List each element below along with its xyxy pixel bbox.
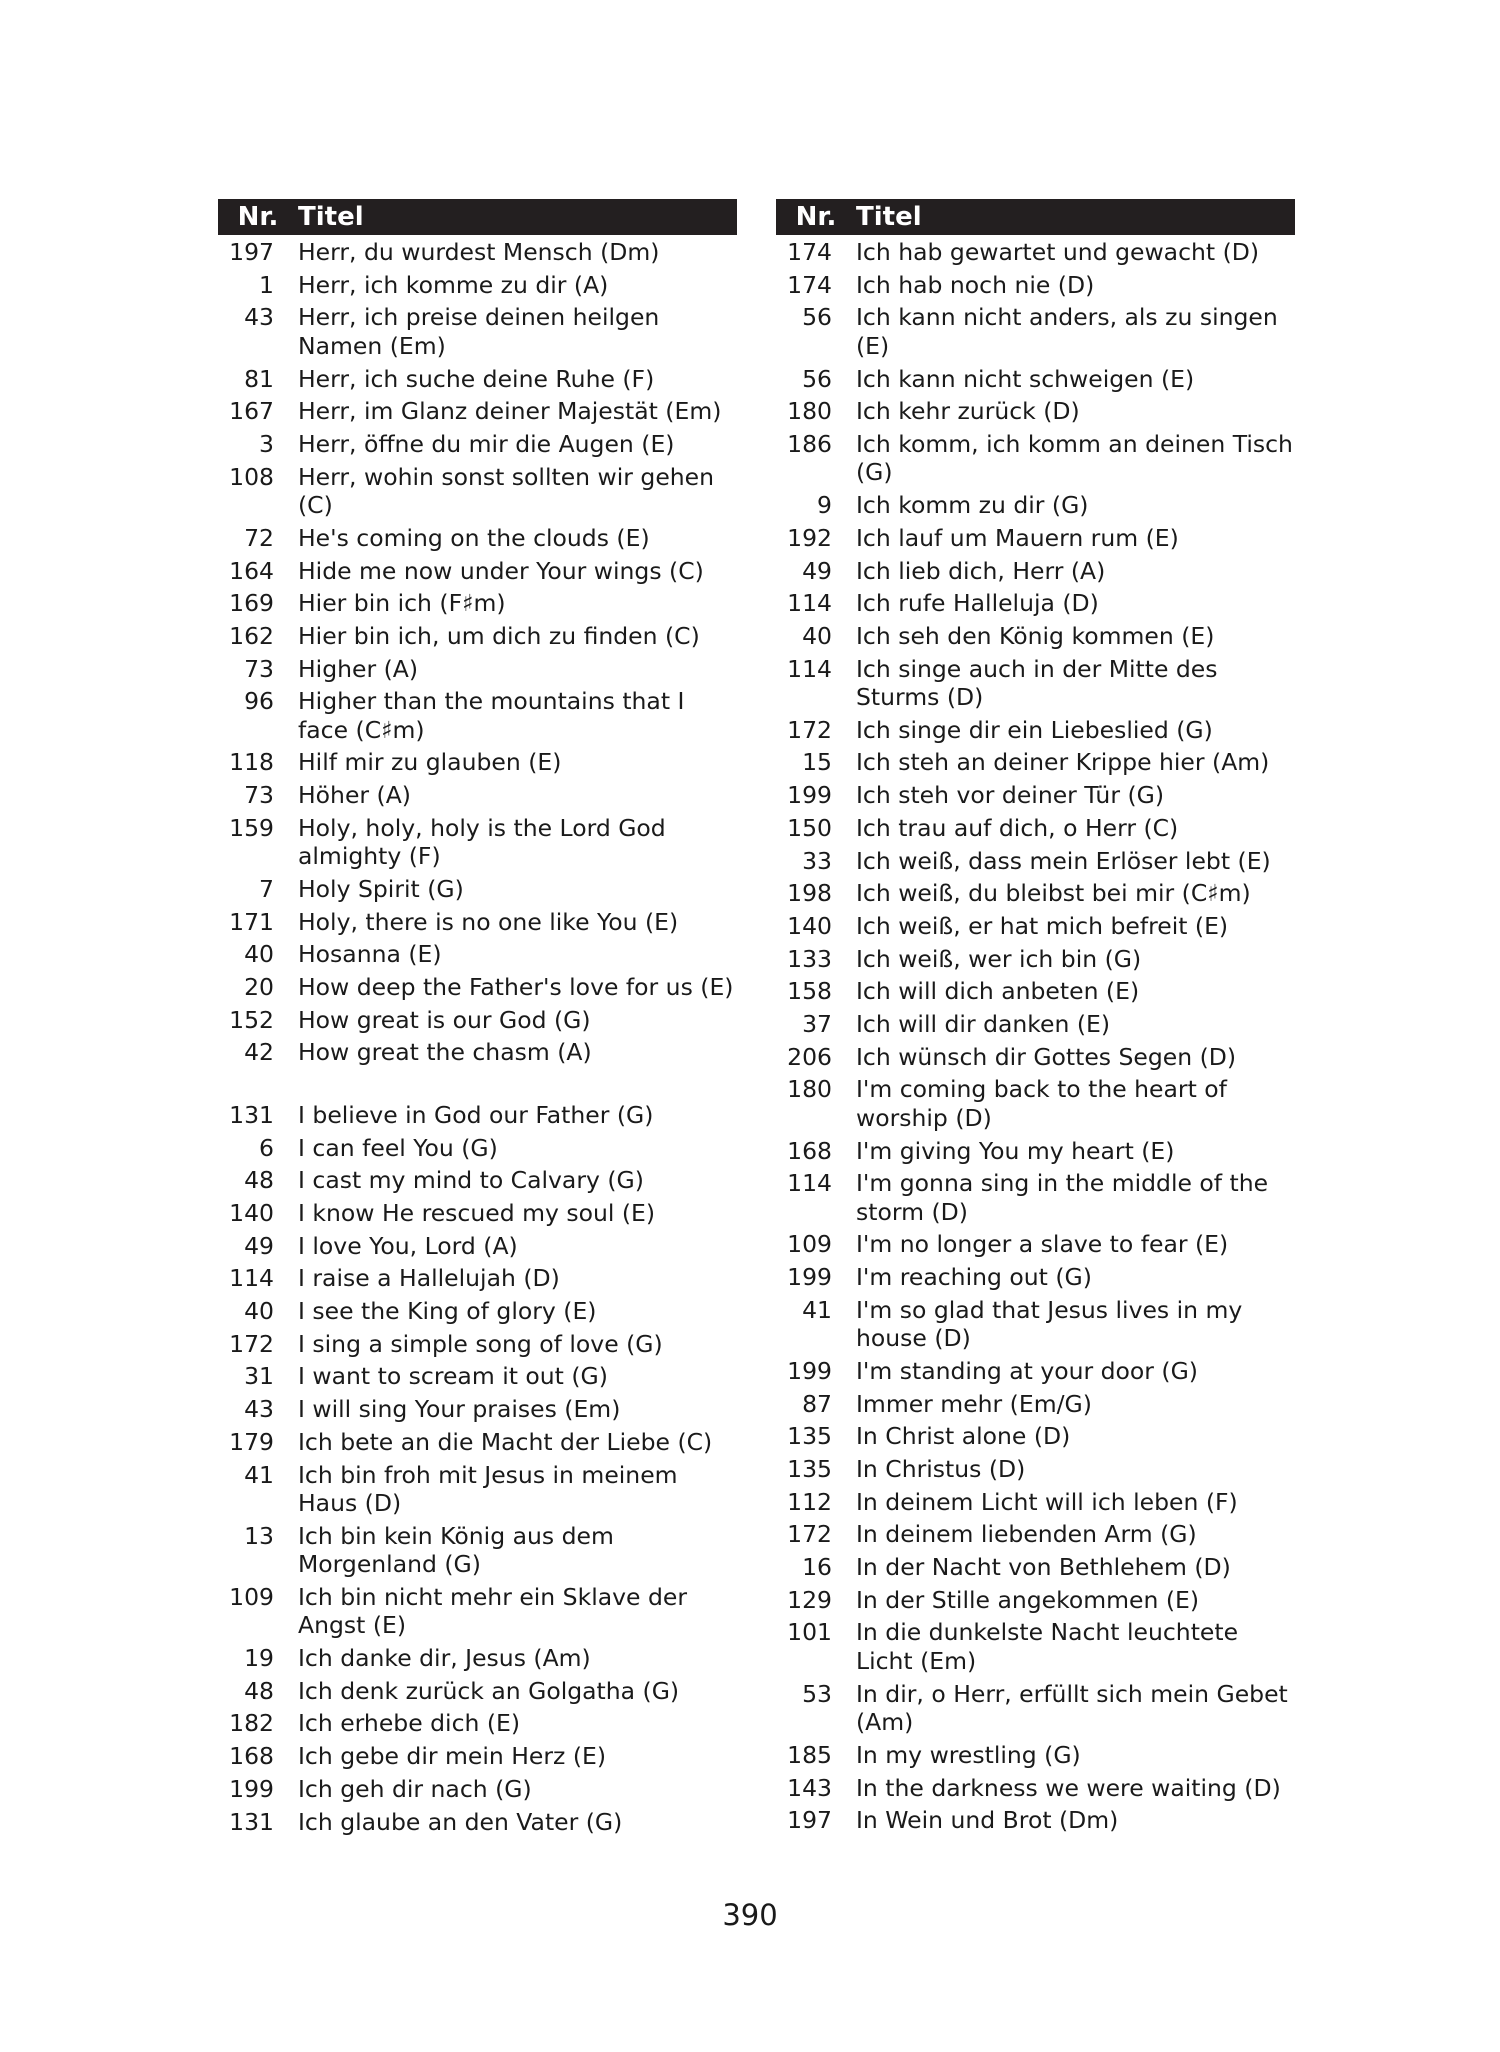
entry-title: I'm giving You my heart (E) <box>856 1136 1175 1165</box>
index-entry <box>218 1166 737 1195</box>
entry-title: In die dunkelste Nacht leuchtete Licht (Em) <box>856 1618 1239 1675</box>
entry-number: 48 <box>244 1676 274 1705</box>
index-entry <box>776 1680 1295 1737</box>
entry-number: 172 <box>229 1329 274 1358</box>
entry-number: 152 <box>229 1005 274 1034</box>
entry-title: Ich hab gewartet und gewacht (D) <box>856 238 1260 266</box>
entry-title: Ich kann nicht anders, als zu singen (E) <box>856 303 1278 360</box>
song-list-left <box>218 235 737 1836</box>
entry-title: I love You, Lord (A) <box>298 1231 518 1260</box>
index-entry <box>218 1006 737 1035</box>
entry-number: 179 <box>229 1427 274 1456</box>
entry-number: 168 <box>787 1136 832 1165</box>
entry-title: Ich will dich anbeten (E) <box>856 977 1140 1006</box>
entry-number: 37 <box>802 1009 832 1038</box>
entry-number: 131 <box>229 1100 274 1129</box>
entry-title: Ich kann nicht schweigen (E) <box>856 364 1195 393</box>
index-entry <box>218 1461 737 1518</box>
index-entry <box>218 1330 737 1359</box>
index-entry <box>218 365 737 394</box>
entry-title: Ich bin nicht mehr ein Sklave der Angst (E) <box>298 1582 688 1640</box>
entry-title: Ich singe dir ein Liebeslied (G) <box>856 715 1213 744</box>
entry-title: Hilf mir zu glauben (E) <box>298 748 562 777</box>
entry-number: 96 <box>244 687 274 716</box>
entry-title: I believe in God our Father (G) <box>298 1100 654 1129</box>
entry-title: Herr, öffne du mir die Augen (E) <box>298 429 675 458</box>
index-entry <box>776 977 1295 1006</box>
entry-title: Ich will dir danken (E) <box>856 1009 1111 1038</box>
entry-title: Ich lieb dich, Herr (A) <box>856 556 1106 585</box>
index-entry <box>776 1586 1295 1615</box>
entry-title: Ich trau auf dich, o Herr (C) <box>856 813 1179 842</box>
index-entry <box>776 1010 1295 1039</box>
entry-title: In Wein und Brot (Dm) <box>856 1806 1119 1835</box>
entry-number: 40 <box>244 940 274 969</box>
entry-title: Immer mehr (Em/G) <box>856 1389 1092 1418</box>
entry-number: 199 <box>787 781 832 810</box>
index-entry <box>776 397 1295 426</box>
entry-title: Ich danke dir, Jesus (Am) <box>298 1644 591 1673</box>
index-entry <box>776 1488 1295 1517</box>
index-entry <box>776 238 1295 267</box>
entry-number: 172 <box>787 1520 832 1549</box>
entry-number: 206 <box>787 1042 832 1071</box>
entry-number: 114 <box>787 589 832 618</box>
entry-number: 19 <box>244 1644 274 1673</box>
index-entry <box>218 814 737 871</box>
index-entry <box>776 1137 1295 1166</box>
index-entry <box>776 1169 1295 1226</box>
entry-title: I'm so glad that Jesus lives in my house (D) <box>856 1295 1243 1353</box>
entry-title: Ich komm zu dir (G) <box>856 491 1089 520</box>
entry-number: 133 <box>787 944 832 973</box>
index-entry <box>218 1134 737 1163</box>
column-header <box>776 199 1295 235</box>
index-entry <box>776 847 1295 876</box>
entry-title: Higher (A) <box>298 654 419 683</box>
entry-title: I want to scream it out (G) <box>298 1362 608 1391</box>
entry-title: Holy, there is no one like You (E) <box>298 907 679 936</box>
entry-number: 16 <box>802 1553 832 1582</box>
index-entry <box>776 1357 1295 1386</box>
index-entry <box>776 1075 1295 1132</box>
index-entry <box>218 1232 737 1261</box>
entry-title: In Christus (D) <box>856 1455 1026 1483</box>
entry-title: Herr, ich suche deine Ruhe (F) <box>298 364 655 393</box>
entry-title: Hosanna (E) <box>298 940 442 969</box>
entry-number: 143 <box>787 1773 832 1802</box>
entry-title: Ich steh an deiner Krippe hier (Am) <box>856 748 1270 777</box>
entry-number: 73 <box>244 654 274 683</box>
index-entry <box>218 1583 737 1640</box>
entry-title: Hier bin ich, um dich zu finden (C) <box>298 621 700 650</box>
entry-number: 48 <box>244 1166 274 1195</box>
entry-title: Herr, ich preise deinen heilgen Namen (Em) <box>298 303 660 360</box>
entry-number: 9 <box>817 491 832 520</box>
index-entry <box>776 1553 1295 1582</box>
index-entry <box>776 430 1295 487</box>
entry-title: Ich geh dir nach (G) <box>298 1774 532 1803</box>
entry-title: I sing a simple song of love (G) <box>298 1329 663 1358</box>
index-entry <box>776 1806 1295 1835</box>
entry-title: Ich singe auch in der Mitte des Sturms (D) <box>856 654 1218 712</box>
index-entry <box>218 908 737 937</box>
index-entry <box>776 589 1295 618</box>
index-entry <box>218 875 737 904</box>
entry-title: I'm reaching out (G) <box>856 1263 1092 1292</box>
entry-number: 131 <box>229 1807 274 1836</box>
entry-number: 33 <box>802 846 832 875</box>
entry-title: Ich bin froh mit Jesus in meinem Haus (D) <box>298 1460 678 1517</box>
entry-number: 41 <box>244 1460 274 1489</box>
index-entry <box>218 655 737 684</box>
index-entry <box>776 271 1295 300</box>
index-entry <box>218 430 737 459</box>
index-entry <box>776 716 1295 745</box>
entry-number: 31 <box>244 1362 274 1391</box>
index-column-left <box>218 199 737 1840</box>
index-entry <box>776 1390 1295 1419</box>
entry-number: 135 <box>787 1455 832 1483</box>
entry-number: 109 <box>229 1582 274 1611</box>
entry-title: I cast my mind to Calvary (G) <box>298 1166 644 1195</box>
index-column-right <box>776 199 1295 1839</box>
index-entry <box>776 879 1295 908</box>
column-header <box>218 199 737 235</box>
index-entry <box>218 1644 737 1673</box>
entry-number: 192 <box>787 523 832 552</box>
entry-number: 171 <box>229 907 274 936</box>
entry-title: Higher than the mountains that I face (C♯m) <box>298 687 685 744</box>
entry-title: In der Stille angekommen (E) <box>856 1585 1200 1614</box>
entry-number: 3 <box>259 429 274 458</box>
entry-title: Ich bin kein König aus dem Morgenland (G) <box>298 1521 614 1579</box>
entry-title: I see the King of glory (E) <box>298 1297 597 1326</box>
entry-title: Holy Spirit (G) <box>298 875 464 903</box>
entry-number: 49 <box>802 556 832 585</box>
entry-title: Ich erhebe dich (E) <box>298 1709 521 1738</box>
entry-title: He's coming on the clouds (E) <box>298 523 650 552</box>
entry-number: 15 <box>802 748 832 777</box>
entry-number: 167 <box>229 397 274 426</box>
index-entry <box>218 1808 737 1837</box>
index-entry <box>218 463 737 520</box>
entry-number: 199 <box>787 1263 832 1292</box>
index-entry <box>218 622 737 651</box>
entry-number: 158 <box>787 977 832 1006</box>
index-entry <box>218 1395 737 1424</box>
entry-number: 169 <box>229 589 274 618</box>
header-nr: Nr. <box>795 202 837 232</box>
index-entry <box>776 491 1295 520</box>
entry-number: 114 <box>787 654 832 683</box>
entry-title: Ich seh den König kommen (E) <box>856 621 1215 650</box>
entry-number: 198 <box>787 879 832 908</box>
entry-title: Ich weiß, du bleibst bei mir (C♯m) <box>856 879 1251 908</box>
entry-title: Ich weiß, wer ich bin (G) <box>856 944 1142 973</box>
entry-number: 43 <box>244 303 274 332</box>
entry-title: In Christ alone (D) <box>856 1422 1071 1451</box>
index-entry <box>218 303 737 360</box>
entry-title: I will sing Your praises (Em) <box>298 1395 621 1424</box>
index-entry <box>218 1264 737 1293</box>
index-entry <box>776 1296 1295 1353</box>
entry-number: 197 <box>787 1806 832 1835</box>
entry-title: I know He rescued my soul (E) <box>298 1199 656 1227</box>
entry-title: Herr, im Glanz deiner Majestät (Em) <box>298 397 722 426</box>
entry-title: Ich weiß, dass mein Erlöser lebt (E) <box>856 846 1271 875</box>
index-entry <box>218 1742 737 1771</box>
entry-title: Ich bete an die Macht der Liebe (C) <box>298 1427 713 1456</box>
entry-number: 172 <box>787 715 832 744</box>
entry-number: 73 <box>244 781 274 810</box>
entry-number: 168 <box>229 1742 274 1771</box>
index-entry <box>776 1520 1295 1549</box>
entry-number: 40 <box>244 1297 274 1326</box>
entry-number: 13 <box>244 1521 274 1550</box>
entry-title: I'm gonna sing in the middle of the storm (D) <box>856 1169 1269 1226</box>
entry-title: Ich glaube an den Vater (G) <box>298 1807 623 1836</box>
entry-title: Ich rufe Halleluja (D) <box>856 589 1099 618</box>
entry-number: 72 <box>244 523 274 552</box>
entry-title: Herr, du wurdest Mensch (Dm) <box>298 238 660 266</box>
entry-number: 185 <box>787 1740 832 1769</box>
entry-number: 159 <box>229 813 274 842</box>
entry-title: I'm coming back to the heart of worship (D) <box>856 1075 1227 1132</box>
entry-title: Ich wünsch dir Gottes Segen (D) <box>856 1042 1237 1071</box>
index-entry <box>776 557 1295 586</box>
entry-title: How great is our God (G) <box>298 1005 591 1034</box>
entry-title: Ich weiß, er hat mich befreit (E) <box>856 911 1229 940</box>
index-entry <box>218 271 737 300</box>
header-title: Titel <box>298 202 364 232</box>
index-entry <box>776 524 1295 553</box>
index-entry <box>776 303 1295 360</box>
entry-number: 182 <box>229 1709 274 1738</box>
index-entry <box>776 945 1295 974</box>
entry-number: 109 <box>787 1230 832 1259</box>
index-entry <box>218 397 737 426</box>
index-entry <box>218 1038 737 1067</box>
entry-number: 20 <box>244 973 274 1002</box>
entry-number: 186 <box>787 429 832 458</box>
entry-number: 180 <box>787 1075 832 1104</box>
index-entry <box>218 1297 737 1326</box>
index-entry <box>218 557 737 586</box>
entry-title: In deinem liebenden Arm (G) <box>856 1520 1197 1549</box>
song-list-right <box>776 235 1295 1835</box>
index-entry <box>776 748 1295 777</box>
entry-number: 162 <box>229 621 274 650</box>
entry-number: 174 <box>787 270 832 299</box>
entry-number: 199 <box>787 1356 832 1385</box>
entry-number: 108 <box>229 462 274 491</box>
entry-number: 7 <box>259 875 274 903</box>
entry-number: 197 <box>229 238 274 266</box>
index-entry <box>776 912 1295 941</box>
index-entry <box>776 1774 1295 1803</box>
index-entry <box>218 524 737 553</box>
entry-title: Ich gebe dir mein Herz (E) <box>298 1742 607 1771</box>
entry-title: Ich denk zurück an Golgatha (G) <box>298 1676 680 1705</box>
header-nr: Nr. <box>237 202 279 232</box>
index-entry <box>218 1362 737 1391</box>
entry-number: 1 <box>259 270 274 299</box>
entry-title: Ich lauf um Mauern rum (E) <box>856 523 1179 552</box>
entry-number: 40 <box>802 621 832 650</box>
index-entry <box>218 1199 737 1228</box>
index-entry <box>218 1775 737 1804</box>
entry-number: 114 <box>229 1264 274 1293</box>
index-entry <box>776 1741 1295 1770</box>
entry-title: Höher (A) <box>298 781 411 810</box>
index-entry <box>776 622 1295 651</box>
index-entry <box>776 655 1295 712</box>
entry-number: 56 <box>802 303 832 332</box>
entry-title: Holy, holy, holy is the Lord God almighty (F) <box>298 813 666 871</box>
entry-number: 41 <box>802 1295 832 1324</box>
index-entry <box>776 781 1295 810</box>
entry-number: 164 <box>229 556 274 585</box>
index-entry <box>776 1455 1295 1484</box>
entry-title: I'm standing at your door (G) <box>856 1356 1198 1385</box>
entry-title: I raise a Hallelujah (D) <box>298 1264 560 1293</box>
index-entry <box>776 1263 1295 1292</box>
entry-title: In der Nacht von Bethlehem (D) <box>856 1553 1231 1582</box>
entry-number: 42 <box>244 1038 274 1067</box>
entry-number: 6 <box>259 1133 274 1162</box>
index-entry <box>776 1043 1295 1072</box>
entry-title: I can feel You (G) <box>298 1133 498 1162</box>
entry-number: 101 <box>787 1618 832 1647</box>
entry-title: In the darkness we were waiting (D) <box>856 1773 1281 1802</box>
entry-number: 140 <box>229 1199 274 1227</box>
index-entry <box>218 589 737 618</box>
entry-number: 140 <box>787 911 832 940</box>
entry-title: In deinem Licht will ich leben (F) <box>856 1487 1238 1516</box>
entry-number: 81 <box>244 364 274 393</box>
entry-number: 56 <box>802 364 832 393</box>
entry-number: 53 <box>802 1679 832 1708</box>
entry-title: How deep the Father's love for us (E) <box>298 973 734 1002</box>
entry-number: 129 <box>787 1585 832 1614</box>
entry-title: Herr, wohin sonst sollten wir gehen (C) <box>298 462 715 520</box>
index-entry <box>776 1422 1295 1451</box>
entry-number: 118 <box>229 748 274 777</box>
entry-title: Ich komm, ich komm an deinen Tisch (G) <box>856 429 1293 487</box>
entry-title: In my wrestling (G) <box>856 1740 1081 1769</box>
entry-number: 199 <box>229 1774 274 1803</box>
entry-title: Ich kehr zurück (D) <box>856 397 1080 426</box>
index-entry <box>218 748 737 777</box>
entry-title: I'm no longer a slave to fear (E) <box>856 1230 1229 1259</box>
entry-number: 43 <box>244 1395 274 1424</box>
entry-title: Herr, ich komme zu dir (A) <box>298 270 609 299</box>
index-entry <box>218 687 737 744</box>
index-entry <box>218 1522 737 1579</box>
index-entry <box>218 1101 737 1130</box>
entry-number: 180 <box>787 397 832 426</box>
entry-title: Ich steh vor deiner Tür (G) <box>856 781 1165 810</box>
entry-number: 135 <box>787 1422 832 1451</box>
entry-number: 49 <box>244 1231 274 1260</box>
index-entry <box>776 814 1295 843</box>
index-entry <box>776 365 1295 394</box>
entry-title: In dir, o Herr, erfüllt sich mein Gebet (Am) <box>856 1679 1288 1737</box>
index-entry <box>218 1709 737 1738</box>
index-entry <box>218 781 737 810</box>
entry-number: 112 <box>787 1487 832 1516</box>
index-entry <box>218 973 737 1002</box>
entry-title: Hide me now under Your wings (C) <box>298 556 704 585</box>
entry-title: How great the chasm (A) <box>298 1038 592 1067</box>
entry-title: Hier bin ich (F♯m) <box>298 589 506 618</box>
index-entry <box>776 1618 1295 1675</box>
page-number: 390 <box>722 1898 778 1932</box>
entry-number: 114 <box>787 1169 832 1198</box>
index-entry <box>218 1677 737 1706</box>
entry-title: Ich hab noch nie (D) <box>856 270 1095 299</box>
index-entry <box>776 1230 1295 1259</box>
header-title: Titel <box>856 202 922 232</box>
index-entry <box>218 1428 737 1457</box>
entry-number: 87 <box>802 1389 832 1418</box>
entry-number: 174 <box>787 238 832 266</box>
index-entry <box>218 940 737 969</box>
index-entry <box>218 238 737 267</box>
entry-number: 150 <box>787 813 832 842</box>
